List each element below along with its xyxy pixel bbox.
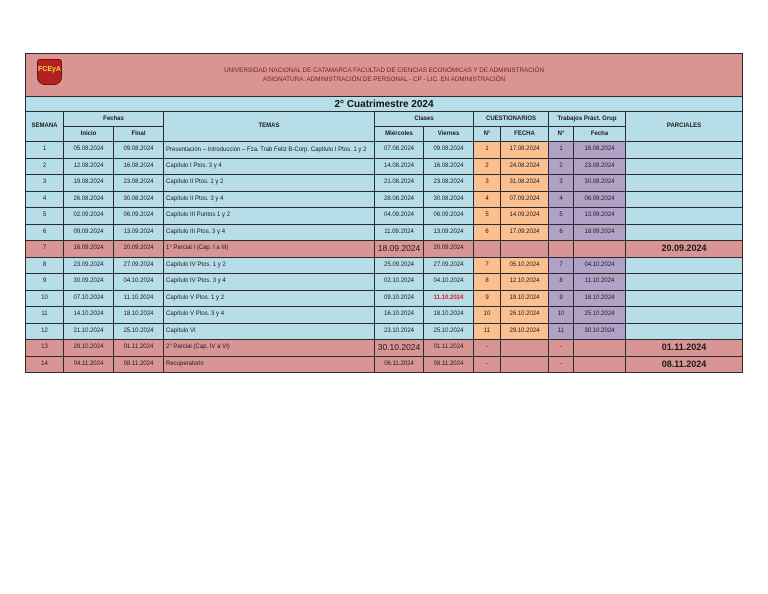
quiz-number-cell <box>474 241 501 258</box>
wednesday-cell: 16.10.2024 <box>375 307 424 324</box>
table-row <box>26 241 743 258</box>
schedule-table <box>25 53 743 373</box>
quiz-number-cell: 7 <box>474 257 501 274</box>
topic-cell: Capítulo IV Ptos. 1 y 2 <box>164 257 375 274</box>
friday-cell: 18.10.2024 <box>424 307 474 324</box>
end-date-cell: 04.10.2024 <box>114 274 164 291</box>
tp-number-cell: 9 <box>549 290 574 307</box>
week-cell: 10 <box>26 290 64 307</box>
exam-cell <box>626 323 743 340</box>
end-date-cell: 27.09.2024 <box>114 257 164 274</box>
quiz-number-cell: 1 <box>474 142 501 159</box>
wednesday-cell: 28.08.2024 <box>375 191 424 208</box>
topic-cell: 2° Parcial (Cap. IV a VI) <box>164 340 375 357</box>
tp-number-cell: - <box>549 340 574 357</box>
tp-date-cell: 04.10.2024 <box>574 257 626 274</box>
tp-number-cell <box>549 241 574 258</box>
wednesday-cell: 30.10.2024 <box>375 340 424 357</box>
topic-cell: Capítulo II Ptos. 1 y 2 <box>164 175 375 192</box>
start-date-cell: 26.08.2024 <box>64 191 114 208</box>
col-cuest-fecha: FECHA <box>501 127 549 142</box>
start-date-cell: 30.09.2024 <box>64 274 114 291</box>
friday-cell: 13.09.2024 <box>424 224 474 241</box>
exam-cell <box>626 274 743 291</box>
week-cell: 9 <box>26 274 64 291</box>
quiz-date-cell: 05.10.2024 <box>501 257 549 274</box>
start-date-cell: 09.09.2024 <box>64 224 114 241</box>
wednesday-cell: 25.09.2024 <box>375 257 424 274</box>
tp-date-cell <box>574 241 626 258</box>
end-date-cell: 16.08.2024 <box>114 158 164 175</box>
tp-number-cell: 8 <box>549 274 574 291</box>
start-date-cell: 05.08.2024 <box>64 142 114 159</box>
quiz-date-cell: 07.09.2024 <box>501 191 549 208</box>
exam-cell <box>626 257 743 274</box>
exam-cell <box>626 208 743 225</box>
quiz-date-cell: 26.10.2024 <box>501 307 549 324</box>
friday-cell: 30.08.2024 <box>424 191 474 208</box>
end-date-cell: 09.08.2024 <box>114 142 164 159</box>
friday-cell: 25.10.2024 <box>424 323 474 340</box>
topic-cell: Capítulo V Ptos. 3 y 4 <box>164 307 375 324</box>
end-date-cell: 20.09.2024 <box>114 241 164 258</box>
col-miercoles: Miércoles <box>375 127 424 142</box>
quiz-number-cell: 10 <box>474 307 501 324</box>
wednesday-cell: 21.08.2024 <box>375 175 424 192</box>
tp-date-cell: 23.08.2024 <box>574 158 626 175</box>
table-row <box>26 340 743 357</box>
semester-title: 2° Cuatrimestre 2024 <box>26 97 743 112</box>
end-date-cell: 25.10.2024 <box>114 323 164 340</box>
friday-cell: 01.11.2024 <box>424 340 474 357</box>
end-date-cell: 01.11.2024 <box>114 340 164 357</box>
week-cell: 3 <box>26 175 64 192</box>
tp-number-cell: - <box>549 356 574 373</box>
week-cell: 14 <box>26 356 64 373</box>
col-trab-n: N° <box>549 127 574 142</box>
start-date-cell: 14.10.2024 <box>64 307 114 324</box>
end-date-cell: 23.08.2024 <box>114 175 164 192</box>
col-clases: Clases <box>375 112 474 127</box>
end-date-cell: 08.11.2024 <box>114 356 164 373</box>
quiz-date-cell: 14.09.2024 <box>501 208 549 225</box>
exam-cell: 08.11.2024 <box>626 356 743 373</box>
exam-cell <box>626 191 743 208</box>
friday-cell: 09.08.2024 <box>424 142 474 159</box>
start-date-cell: 19.08.2024 <box>64 175 114 192</box>
start-date-cell: 07.10.2024 <box>64 290 114 307</box>
start-date-cell: 28.10.2024 <box>64 340 114 357</box>
week-cell: 13 <box>26 340 64 357</box>
tp-date-cell: 18.09.2024 <box>574 224 626 241</box>
tp-number-cell: 3 <box>549 175 574 192</box>
quiz-number-cell: 8 <box>474 274 501 291</box>
header-university: UNIVERSIDAD NACIONAL DE CATAMARCA FACULTAD DE CIENCIAS ECONÓMICAS Y DE ADMINISTRACIÓN <box>224 67 544 74</box>
tp-date-cell: 30.10.2024 <box>574 323 626 340</box>
col-temas: TEMAS <box>164 112 375 142</box>
tp-number-cell: 1 <box>549 142 574 159</box>
week-cell: 6 <box>26 224 64 241</box>
quiz-date-cell: 19.10.2024 <box>501 290 549 307</box>
exam-cell <box>626 142 743 159</box>
tp-date-cell: 18.10.2024 <box>574 290 626 307</box>
friday-cell: 11.10.2024 <box>424 290 474 307</box>
exam-cell <box>626 224 743 241</box>
quiz-number-cell: 5 <box>474 208 501 225</box>
week-cell: 11 <box>26 307 64 324</box>
exam-cell <box>626 307 743 324</box>
table-row <box>26 142 743 159</box>
col-fechas: Fechas <box>64 112 164 127</box>
tp-number-cell: 5 <box>549 208 574 225</box>
topic-cell: Capítulo III Puntos 1 y 2 <box>164 208 375 225</box>
friday-cell: 08.11.2024 <box>424 356 474 373</box>
end-date-cell: 30.08.2024 <box>114 191 164 208</box>
friday-cell: 27.09.2024 <box>424 257 474 274</box>
quiz-number-cell: 9 <box>474 290 501 307</box>
table-row <box>26 356 743 373</box>
tp-number-cell: 2 <box>549 158 574 175</box>
table-row <box>26 158 743 175</box>
col-cuestionarios: CUESTIONARIOS <box>474 112 549 127</box>
tp-number-cell: 7 <box>549 257 574 274</box>
end-date-cell: 11.10.2024 <box>114 290 164 307</box>
col-inicio: Inicio <box>64 127 114 142</box>
wednesday-cell: 11.09.2024 <box>375 224 424 241</box>
tp-date-cell: 30.08.2024 <box>574 175 626 192</box>
exam-cell: 20.09.2024 <box>626 241 743 258</box>
week-cell: 4 <box>26 191 64 208</box>
tp-date-cell <box>574 356 626 373</box>
exam-cell: 01.11.2024 <box>626 340 743 357</box>
start-date-cell: 23.09.2024 <box>64 257 114 274</box>
col-parciales: PARCIALES <box>626 112 743 142</box>
exam-cell <box>626 290 743 307</box>
table-row <box>26 224 743 241</box>
quiz-number-cell: - <box>474 356 501 373</box>
topic-cell: 1° Parcial I (Cap. I a III) <box>164 241 375 258</box>
wednesday-cell: 23.10.2024 <box>375 323 424 340</box>
end-date-cell: 06.09.2024 <box>114 208 164 225</box>
start-date-cell: 04.11.2024 <box>64 356 114 373</box>
friday-cell: 20.09.2024 <box>424 241 474 258</box>
tp-date-cell <box>574 340 626 357</box>
schedule-sheet <box>25 53 742 373</box>
friday-cell: 16.08.2024 <box>424 158 474 175</box>
tp-number-cell: 4 <box>549 191 574 208</box>
table-row <box>26 208 743 225</box>
table-row <box>26 191 743 208</box>
topic-cell: Capítulo II Ptos. 3 y 4 <box>164 191 375 208</box>
topic-cell: Capítulo I Ptos. 3 y 4 <box>164 158 375 175</box>
end-date-cell: 13.09.2024 <box>114 224 164 241</box>
quiz-number-cell: 3 <box>474 175 501 192</box>
friday-cell: 04.10.2024 <box>424 274 474 291</box>
col-final: Final <box>114 127 164 142</box>
tp-number-cell: 10 <box>549 307 574 324</box>
exam-cell <box>626 175 743 192</box>
tp-date-cell: 16.08.2024 <box>574 142 626 159</box>
header-banner <box>26 54 743 97</box>
tp-number-cell: 6 <box>549 224 574 241</box>
topic-cell: Capítulo VI <box>164 323 375 340</box>
quiz-date-cell: 17.08.2024 <box>501 142 549 159</box>
quiz-date-cell: 24.08.2024 <box>501 158 549 175</box>
end-date-cell: 18.10.2024 <box>114 307 164 324</box>
quiz-date-cell: 31.08.2024 <box>501 175 549 192</box>
wednesday-cell: 09.10.2024 <box>375 290 424 307</box>
quiz-number-cell: 11 <box>474 323 501 340</box>
quiz-number-cell: 2 <box>474 158 501 175</box>
quiz-date-cell <box>501 356 549 373</box>
quiz-date-cell <box>501 340 549 357</box>
wednesday-cell: 14.08.2024 <box>375 158 424 175</box>
wednesday-cell: 04.09.2024 <box>375 208 424 225</box>
start-date-cell: 02.09.2024 <box>64 208 114 225</box>
week-cell: 12 <box>26 323 64 340</box>
col-viernes: Viernes <box>424 127 474 142</box>
start-date-cell: 16.09.2024 <box>64 241 114 258</box>
topic-cell: Capítulo III Ptos. 3 y 4 <box>164 224 375 241</box>
tp-number-cell: 11 <box>549 323 574 340</box>
tp-date-cell: 11.10.2024 <box>574 274 626 291</box>
col-cuest-n: N° <box>474 127 501 142</box>
tp-date-cell: 13.09.2024 <box>574 208 626 225</box>
table-row <box>26 307 743 324</box>
tp-date-cell: 06.09.2024 <box>574 191 626 208</box>
quiz-date-cell: 29.10.2024 <box>501 323 549 340</box>
table-row <box>26 257 743 274</box>
tp-date-cell: 25.10.2024 <box>574 307 626 324</box>
start-date-cell: 21.10.2024 <box>64 323 114 340</box>
table-row <box>26 175 743 192</box>
week-cell: 1 <box>26 142 64 159</box>
topic-cell: Capítulo V Ptos. 1 y 2 <box>164 290 375 307</box>
table-row <box>26 290 743 307</box>
exam-cell <box>626 158 743 175</box>
week-cell: 5 <box>26 208 64 225</box>
topic-cell: Capítulo IV Ptos. 3 y 4 <box>164 274 375 291</box>
table-row <box>26 323 743 340</box>
faculty-logo: FCEyA <box>37 59 62 85</box>
quiz-number-cell: - <box>474 340 501 357</box>
topic-cell: Presentación – Introducción – Fza. Trab Feliz B-Corp. Capítulo I Ptos. 1 y 2 <box>164 142 375 159</box>
wednesday-cell: 18.09.2024 <box>375 241 424 258</box>
friday-cell: 23.08.2024 <box>424 175 474 192</box>
quiz-date-cell: 12.10.2024 <box>501 274 549 291</box>
col-semana: SEMANA <box>26 112 64 142</box>
table-row <box>26 274 743 291</box>
topic-cell: Recuperatorio <box>164 356 375 373</box>
quiz-date-cell: 17.09.2024 <box>501 224 549 241</box>
start-date-cell: 12.08.2024 <box>64 158 114 175</box>
week-cell: 7 <box>26 241 64 258</box>
wednesday-cell: 07.08.2024 <box>375 142 424 159</box>
col-trab-fecha: Fecha <box>574 127 626 142</box>
wednesday-cell: 02.10.2024 <box>375 274 424 291</box>
col-trabajos: Trabajos Práct. Grup <box>549 112 626 127</box>
header-subject: ASIGNATURA: ADMINISTRACIÓN DE PERSONAL - CP - LIC. EN ADMINISTRACIÓN <box>262 76 506 83</box>
quiz-number-cell: 6 <box>474 224 501 241</box>
quiz-number-cell: 4 <box>474 191 501 208</box>
quiz-date-cell <box>501 241 549 258</box>
friday-cell: 06.09.2024 <box>424 208 474 225</box>
week-cell: 2 <box>26 158 64 175</box>
wednesday-cell: 06.11.2024 <box>375 356 424 373</box>
week-cell: 8 <box>26 257 64 274</box>
